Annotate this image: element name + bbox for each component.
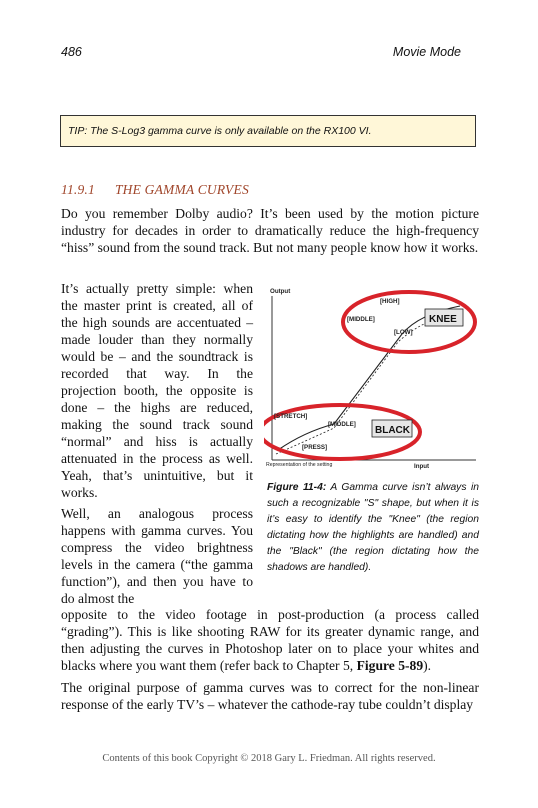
section-number: 11.9.1	[61, 182, 95, 197]
paragraph-original-purpose: The original purpose of gamma curves was to correct for the non-linear response of the early TV’s – whatever the cathode-ray tube couldn’t display	[61, 680, 479, 712]
axis-x-label: Input	[414, 463, 430, 470]
running-header: Movie Mode	[392, 45, 461, 59]
copyright-footer: Contents of this book Copyright © 2018 Gary L. Friedman. All rights reserved.	[102, 753, 436, 764]
label-press: [PRESS]	[302, 444, 328, 451]
label-high: [HIGH]	[380, 298, 400, 305]
label-middle-top: [MIDDLE]	[347, 316, 375, 323]
caption-text: A Gamma curve isn’t always in such a recognizable "S" shape, but when it is it’s easy to identify the "Knee" (the region dictating how the highlights are handled) and the "Black" (the region dictating how the shadows are handled).	[267, 482, 479, 573]
gamma-curve-figure	[264, 282, 480, 472]
paragraph-dolby: Do you remember Dolby audio? It’s been used by the motion picture industry for decades in order to dramatically reduce the high-frequency “hiss” sound from the sound track. But not many people know how it works.	[61, 206, 479, 255]
figure-caption	[267, 480, 479, 576]
label-low: [LOW]	[394, 329, 413, 336]
page-number: 486	[61, 45, 82, 59]
axis-y-label: Output	[270, 288, 291, 295]
paragraph-master-print: It’s actually pretty simple: when the master print is created, all of the high sounds are accentuated – made louder than they normally would be – and the soundtrack is recorded that way. In the projection booth, the opposite is done – the highs are reduced, making the sound track sound “normal” and hiss is actually attenuated in the process as well. Yeah, that’s unintuitive, but it works.	[61, 281, 253, 500]
caption-label: Figure 11-4:	[267, 482, 327, 493]
label-knee: KNEE	[429, 314, 457, 325]
label-stretch: [STRETCH]	[274, 413, 308, 420]
paragraph-gamma-continued	[61, 606, 479, 674]
label-middle-bottom: [MIDDLE]	[328, 421, 356, 428]
paragraph-text-end: ).	[423, 658, 432, 673]
figure-reference: Figure 5-89	[356, 658, 424, 673]
section-title: THE GAMMA CURVES	[114, 182, 249, 197]
paragraph-text: opposite to the video footage in post-production (a process called “grading”). This is like shooting RAW for its greater dynamic range, and then adjusting the curves in Photoshop later on to place your whites and blacks where you want them (refer back to Chapter 5,	[61, 607, 479, 673]
label-black: BLACK	[375, 425, 410, 436]
tip-text: TIP: The S-Log3 gamma curve is only available on the RX100 VI.	[68, 125, 372, 137]
paragraph-gamma-start: Well, an analogous process happens with gamma curves. You compress the video brightness levels in the camera (“the gamma function”), and then you have to do almost the	[61, 506, 253, 606]
tip-box	[60, 115, 476, 147]
section-heading	[61, 182, 249, 198]
axis-x-note: Representation of the setting	[266, 462, 333, 468]
